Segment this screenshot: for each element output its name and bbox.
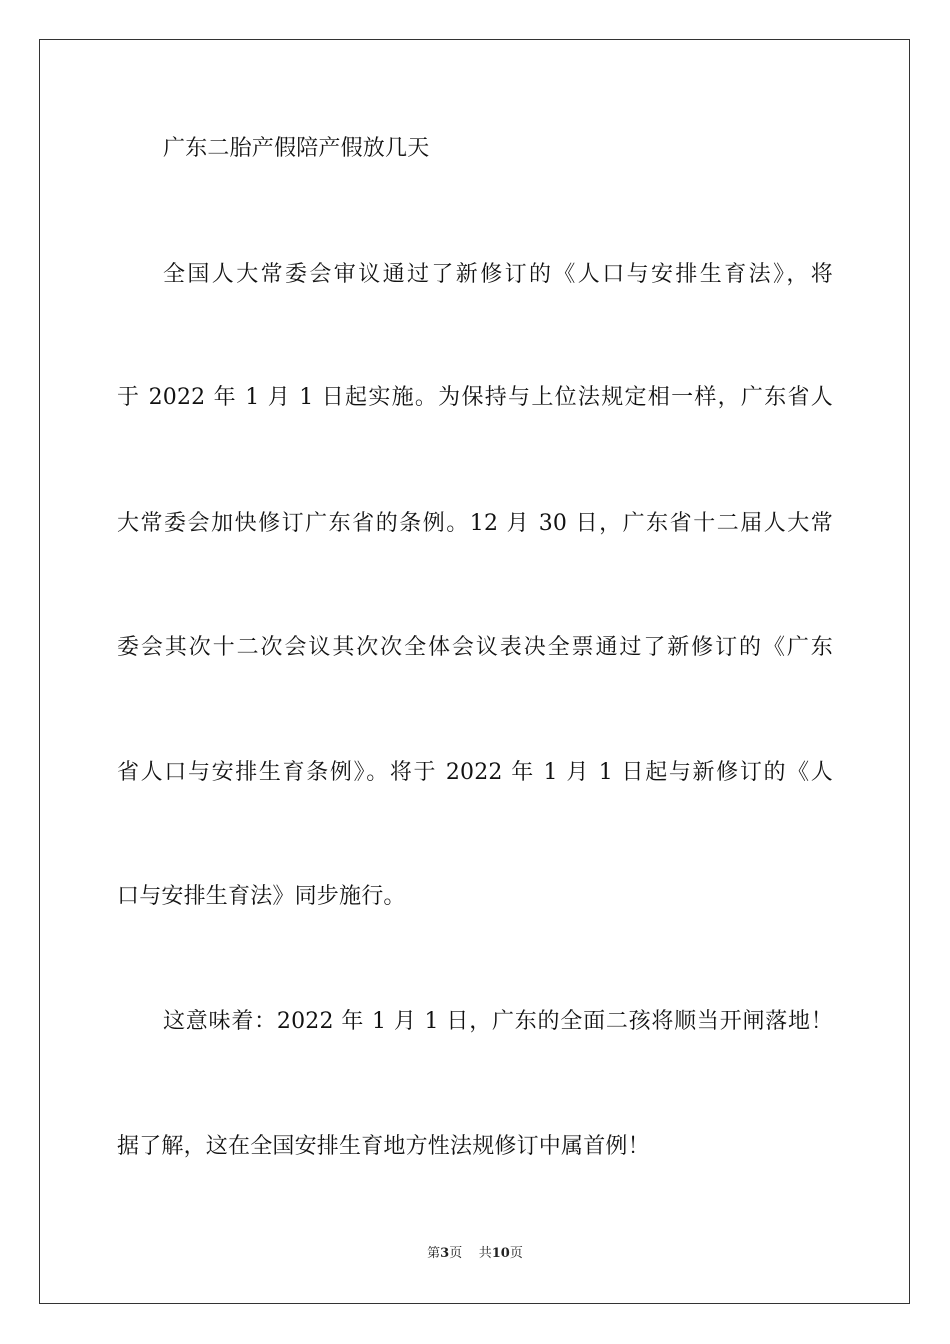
total-suffix: 页 (509, 1246, 523, 1261)
paragraph-1-line-4: 委会其次十二次会议其次次全体会议表决全票通过了新修订的《广东 (117, 635, 833, 660)
page-footer (0, 1245, 950, 1263)
page-border (39, 39, 910, 1304)
paragraph-1-line-5: 省人口与安排生育条例》。将于 2022 年 1 月 1 日起与新修订的《人 (117, 760, 833, 785)
paragraph-1-line-2: 于 2022 年 1 月 1 日起实施。为保持与上位法规定相一样，广东省人 (117, 385, 833, 410)
total-prefix: 共 (478, 1246, 492, 1261)
total-pages: 10 (491, 1246, 510, 1261)
paragraph-1-line-3: 大常委会加快修订广东省的条例。12 月 30 日，广东省十二届人大常 (117, 511, 833, 536)
paragraph-1-line-6: 口与安排生育法》同步施行。 (117, 884, 406, 909)
paragraph-1-line-1: 全国人大常委会审议通过了新修订的《人口与安排生育法》，将 (163, 262, 833, 287)
document-title: 广东二胎产假陪产假放几天 (163, 136, 430, 161)
paragraph-2-line-1: 这意味着：2022 年 1 月 1 日，广东的全面二孩将顺当开闸落地！ (163, 1009, 833, 1034)
page-number: 3 (440, 1246, 450, 1261)
page-prefix: 第 (427, 1246, 441, 1261)
page-suffix: 页 (449, 1246, 463, 1261)
paragraph-2-line-2: 据了解，这在全国安排生育地方性法规修订中属首例！ (117, 1134, 650, 1159)
